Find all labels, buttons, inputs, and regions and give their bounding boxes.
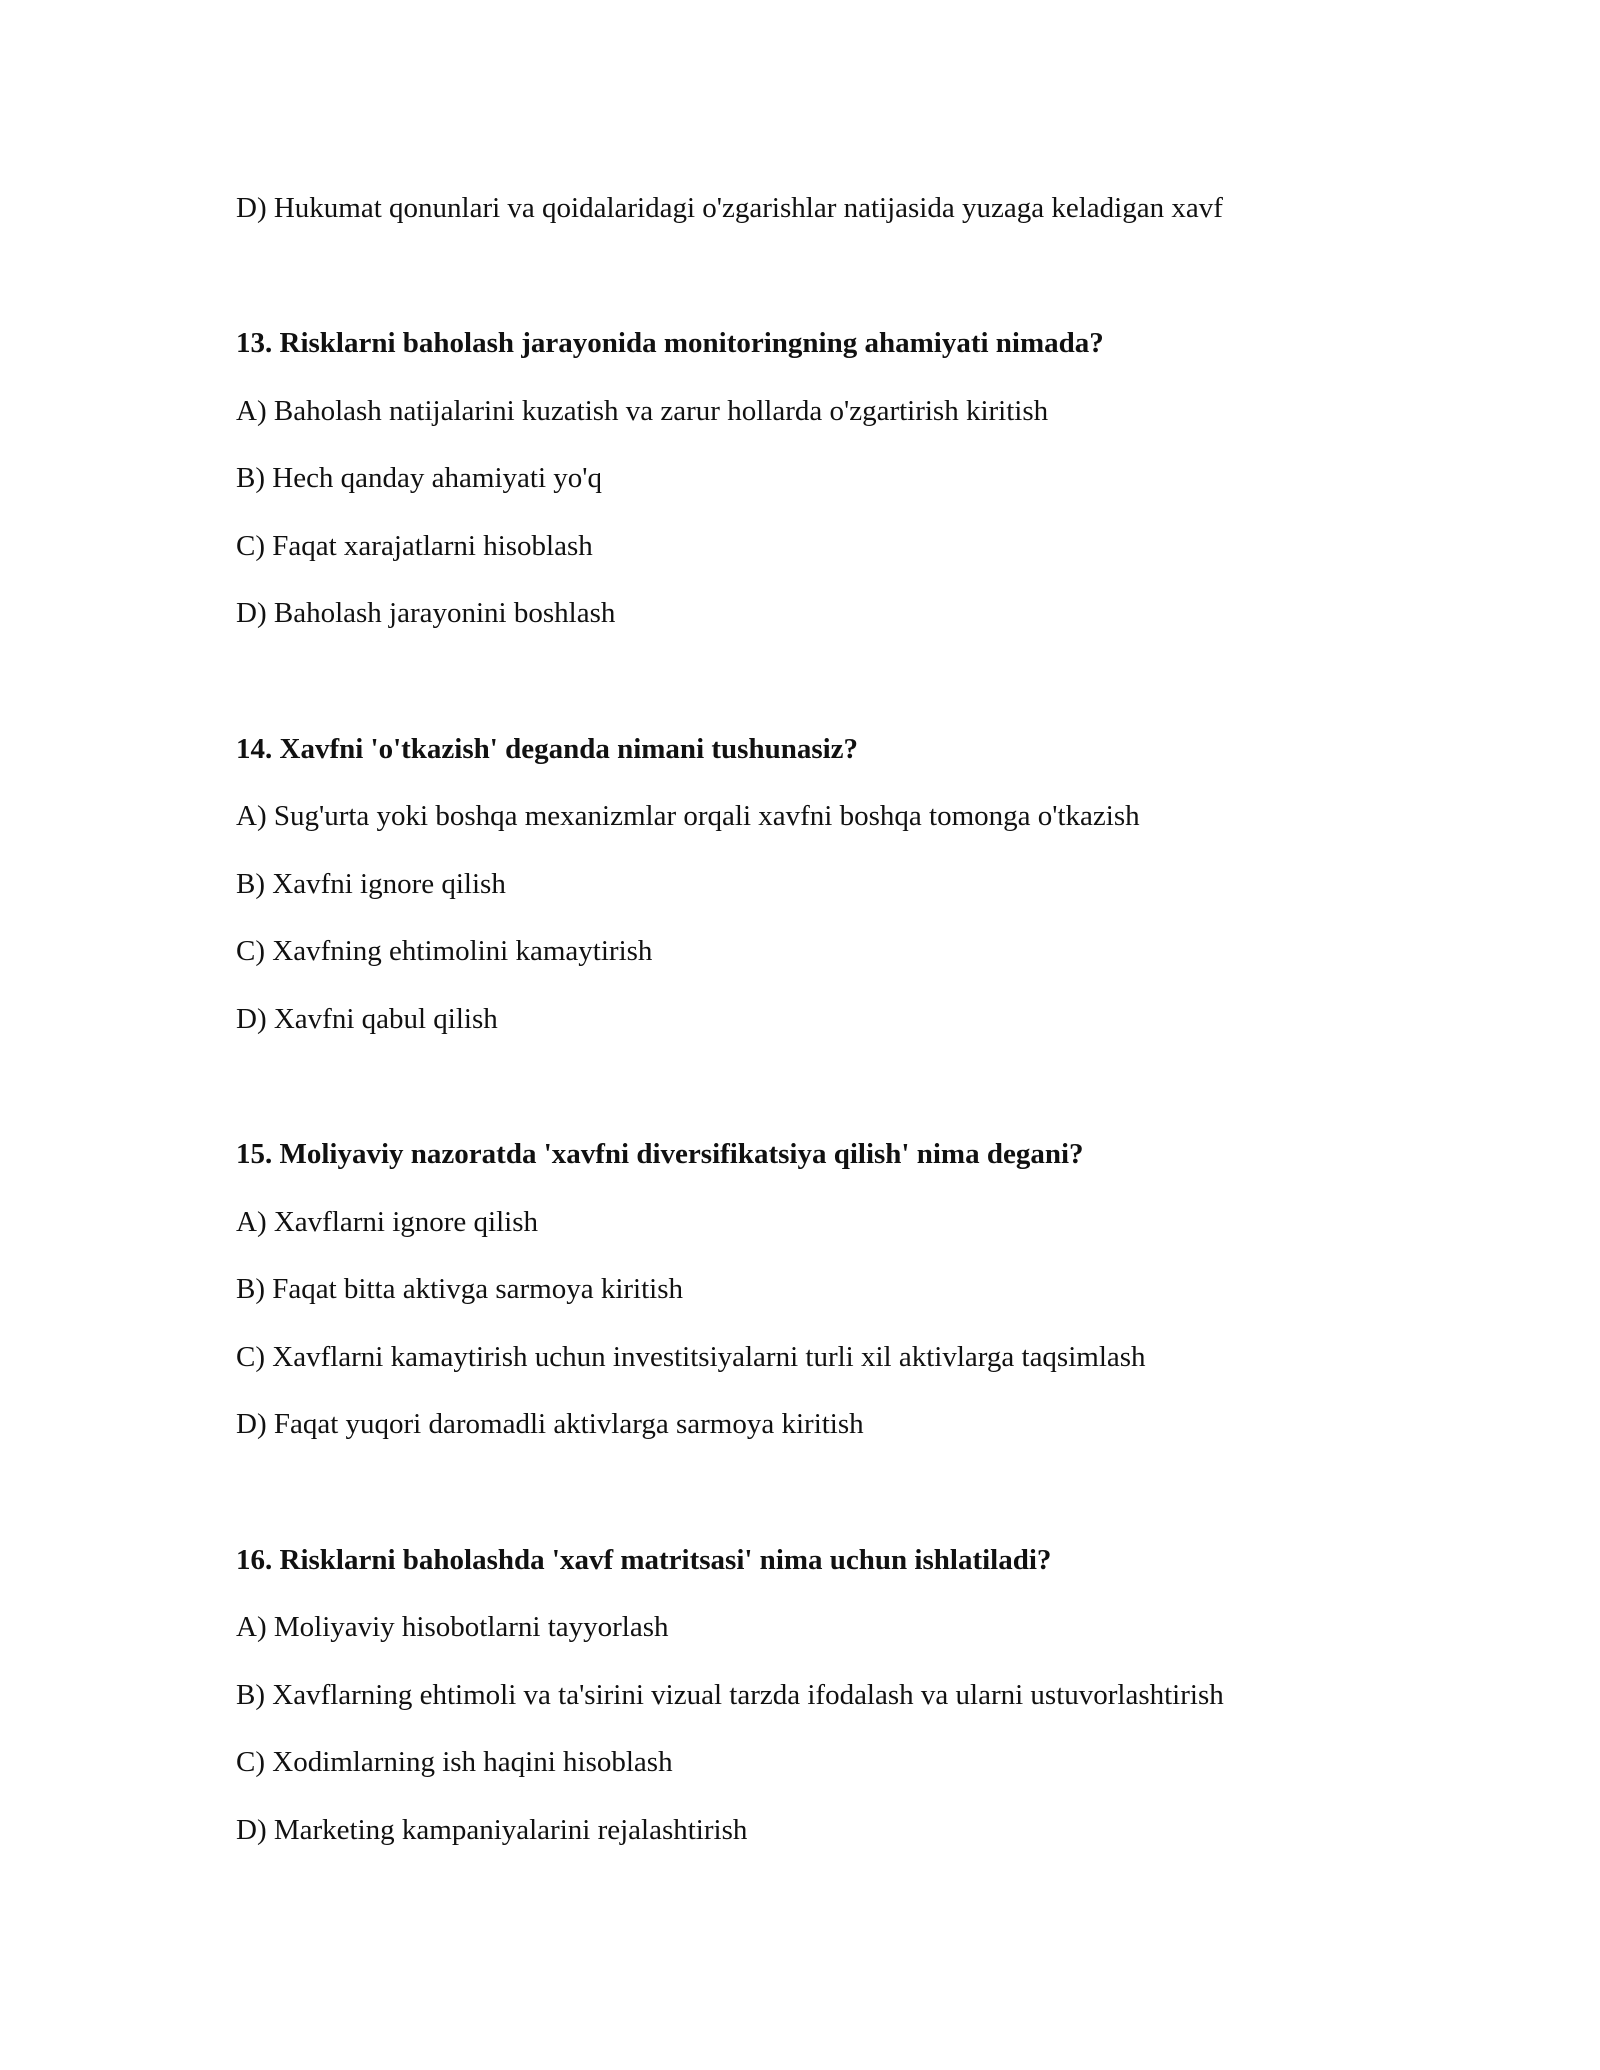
question-13-text: 13. Risklarni baholash jarayonida monitoringning ahamiyati nimada? xyxy=(236,327,1104,359)
question-14-option-d: D) Xavfni qabul qilish xyxy=(236,1003,498,1035)
question-13-option-d: D) Baholash jarayonini boshlash xyxy=(236,597,616,629)
question-15-option-d: D) Faqat yuqori daromadli aktivlarga sarmoya kiritish xyxy=(236,1408,864,1440)
question-14-option-c: C) Xavfning ehtimolini kamaytirish xyxy=(236,935,653,967)
question-14-option-a: A) Sug'urta yoki boshqa mexanizmlar orqali xavfni boshqa tomonga o'tkazish xyxy=(236,800,1140,832)
question-16-option-d: D) Marketing kampaniyalarini rejalashtirish xyxy=(236,1814,748,1846)
question-16-option-c: C) Xodimlarning ish haqini hisoblash xyxy=(236,1746,673,1778)
question-13-option-a: A) Baholash natijalarini kuzatish va zarur hollarda o'zgartirish kiritish xyxy=(236,395,1049,427)
question-15-text: 15. Moliyaviy nazoratda 'xavfni diversifikatsiya qilish' nima degani? xyxy=(236,1138,1084,1170)
carryover-option: D) Hukumat qonunlari va qoidalaridagi o'zgarishlar natijasida yuzaga keladigan xavf xyxy=(236,192,1223,224)
question-14-text: 14. Xavfni 'o'tkazish' deganda nimani tushunasiz? xyxy=(236,733,859,765)
question-15-option-a: A) Xavflarni ignore qilish xyxy=(236,1206,539,1238)
question-16-option-a: A) Moliyaviy hisobotlarni tayyorlash xyxy=(236,1611,669,1643)
question-15-option-b: B) Faqat bitta aktivga sarmoya kiritish xyxy=(236,1273,683,1305)
question-13-option-b: B) Hech qanday ahamiyati yo'q xyxy=(236,462,602,494)
question-14-option-b: B) Xavfni ignore qilish xyxy=(236,868,506,900)
question-16-option-b: B) Xavflarning ehtimoli va ta'sirini vizual tarzda ifodalash va ularni ustuvorlashtirish xyxy=(236,1679,1224,1711)
question-15-option-c: C) Xavflarni kamaytirish uchun investitsiyalarni turli xil aktivlarga taqsimlash xyxy=(236,1341,1146,1373)
question-16-text: 16. Risklarni baholashda 'xavf matritsasi' nima uchun ishlatiladi? xyxy=(236,1544,1052,1576)
question-13-option-c: C) Faqat xarajatlarni hisoblash xyxy=(236,530,593,562)
